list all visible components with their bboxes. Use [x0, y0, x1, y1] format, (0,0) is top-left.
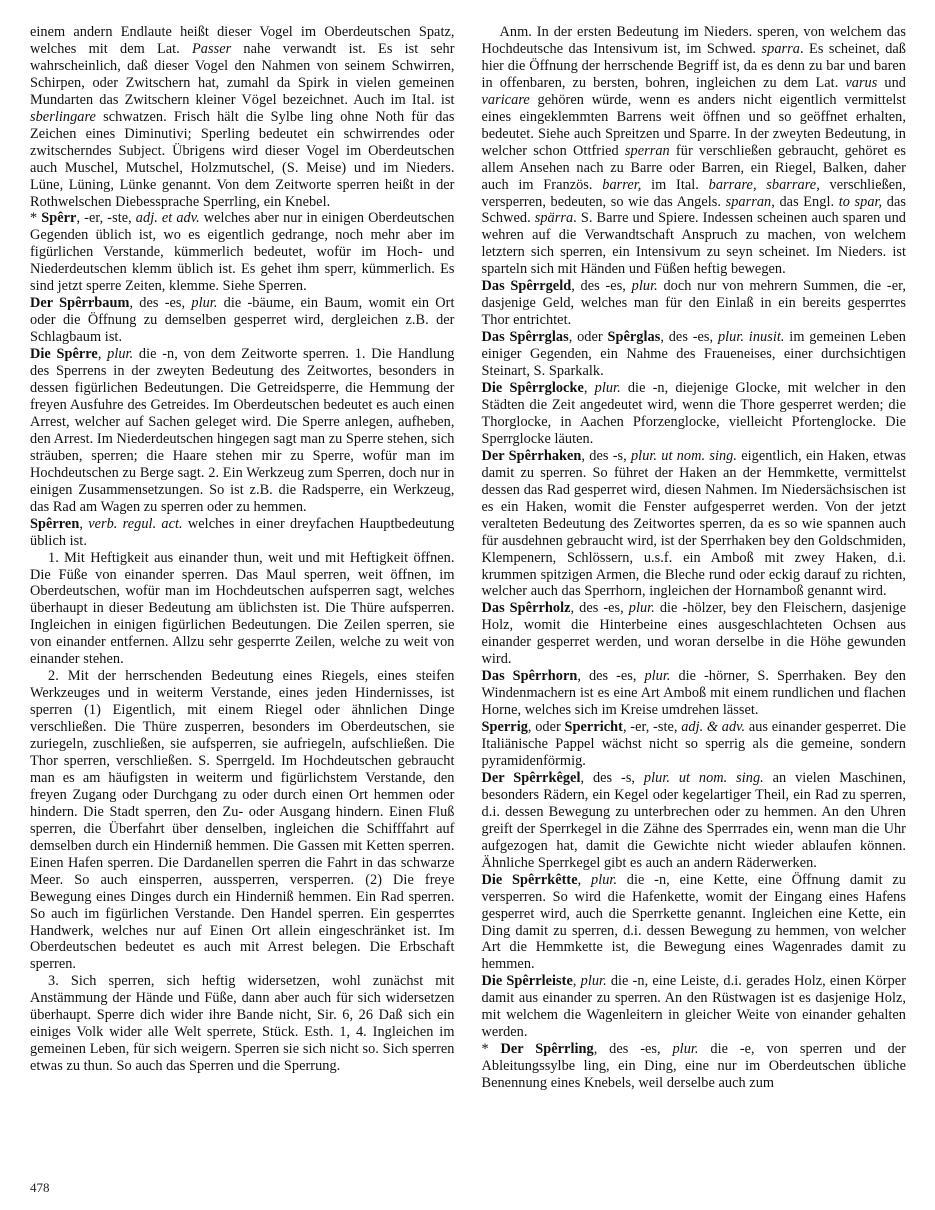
- text-run: die -n, eine Leiste, d.i. gerades Holz, einen Körper damit aus einander zu sperren. An den Rüstwagen ist es dasjenige Holz, mit welchem die Wagenleitern in gleicher Weite von einander gehalten werden.: [481, 973, 907, 1041]
- text-run: , -er, -ste,: [622, 719, 682, 736]
- italic-term: plur.: [631, 278, 658, 295]
- entry-sperrkegel: [482, 770, 907, 872]
- entry-sperrhaken: [482, 448, 907, 601]
- text-run: ,: [79, 515, 89, 532]
- italic-term: sperran: [624, 142, 670, 159]
- paragraph-sperling-continuation: [30, 24, 455, 210]
- text-run: ,: [97, 346, 108, 363]
- text-run: *: [30, 210, 42, 227]
- text-run: , des -es,: [577, 668, 645, 685]
- headword: Der Spêrrkêgel: [481, 769, 581, 786]
- italic-term: plur.: [191, 295, 218, 312]
- text-run: eigentlich, ein Haken, etwas damit zu sperren. So führet der Haken an der Hemmkette, vermittelst dessen das Rad gesperret wird, diesen Nahmen. Im Niedersächsischen ist es ein Haken, womit die Fenster aufgesperret werden. Von der jetzt veralteten Bedeutung des Zeitwortes sperren, da es so wie spannen auch für ausdehnen gebraucht wird, ist der Sperrhaken bey den Goldschmiden, Klempenern, Schlössern, u.s.f. ein Amboß mit zwey Haken, d.i. krummen spitzigen Armen, die Bleche rund oder eckig darauf zu richten, welcher auch das Sperrhorn, ingleichen der Hornamboß genannt wird.: [481, 447, 906, 600]
- entry-sperren: [30, 516, 455, 550]
- text-run: welches in einer dreyfachen Hauptbedeutung üblich ist.: [30, 515, 455, 549]
- entry-sperrholz: [482, 600, 907, 668]
- headword: Sperrig: [481, 719, 528, 736]
- text-run: , des -s,: [580, 769, 644, 786]
- italic-term: plur.: [628, 600, 655, 617]
- text-run: . S. Barre und Spiere. Indessen scheinen auch sparen und wehren auf die Verwandtschaft Anspruch zu machen, von welchem letztern sich sperren, ein Intensivum zu seyn scheinet. Im Nieders. ist sparteln sich mit Händen und Füßen heftig bewegen.: [481, 210, 907, 278]
- headword: Die Spêrre: [30, 346, 98, 363]
- italic-term: spärra: [534, 210, 574, 227]
- text-run: das Engl.: [774, 193, 839, 210]
- italic-term: varicare: [481, 91, 530, 108]
- text-run: die -n, von dem Zeitworte sperren. 1. Die Handlung des Sperrens in der zweyten Bedeutung des Zeitwortes, besonders in dessen figürlichen Bedeutungen. Die Getreidsperre, die Hemmung der freyen Ausfuhre des Getreides. Im Oberdeutschen bedeutet es auch einen Arrest, welcher auf Sachen geleget wird. Die Sperre anlegen, aufheben, den Arrest. Im Niederdeutschen hingegen sagt man zu Sperre stehen, sich sträuben, sperren; die Haare stehen mir zu Sperre, wofür man im Hochdeutschen zu Berge sagt. 2. Ein Werkzeug zum Sperren, doch nur in einigen Zusammensetzungen. So ist z.B. die Radsperre, ein Werkzeug, das Rad am Wagen zu sperren oder zu hemmen.: [30, 346, 455, 515]
- headword: Das Spêrrhorn: [481, 668, 578, 685]
- text-run: ,: [572, 973, 581, 990]
- italic-term: barrare, sbarrare,: [708, 176, 820, 193]
- entry-sperrleiste: [482, 973, 907, 1041]
- right-column: [482, 24, 907, 1092]
- text-run: , des -es,: [660, 329, 718, 346]
- text-run: einem andern Endlaute heißt dieser Vogel im Oberdeutschen Spatz, welches mit dem Lat.: [30, 24, 455, 57]
- italic-term: barrer,: [602, 176, 642, 193]
- headword: Sperricht: [564, 719, 623, 736]
- text-run: , des -es,: [570, 600, 629, 617]
- text-run: . Es scheinet, daß hier die Öffnung der herrschende Begriff ist, da es denn zu bar und baren in offenbaren, zu bersten, bohren, ingleichen zu dem Lat.: [481, 40, 906, 91]
- text-run: doch nur von mehrern Summen, die -er, dasjenige Geld, welches man für den Einlaß in ein bereits gesperrtes Thor entrichtet.: [481, 278, 906, 329]
- headword: Spêrr: [41, 210, 77, 227]
- text-run: , des -s,: [581, 447, 631, 464]
- text-run: an vielen Maschinen, besonders Rädern, ein Kegel oder kegelartiger Theil, ein Rad zu sperren, d.i. dessen Bewegung zu unterbrechen oder zu hemmen. An den Uhren greift der Sperrkegel in die Zähne des Sperrrades ein, wenn man die Uhr aufgezogen hat, damit die Gewichte nicht wieder ablaufen können. Ähnliche Sperrkegel gibt es auch an andern Räderwerken.: [481, 769, 906, 871]
- text-run: *: [481, 1041, 501, 1058]
- entry-sperrhorn: [482, 668, 907, 719]
- text-run: die -bäume, ein Baum, womit ein Ort oder die Öffnung zu demselben gesperret wird, dergleichen z.B. der Schlagbaum ist.: [30, 295, 455, 346]
- headword: Der Spêrrbaum: [30, 295, 130, 312]
- text-run: , oder: [568, 329, 608, 346]
- text-run: , des -es,: [571, 278, 632, 295]
- text-run: die -e, von sperren und der Ableitungssylbe ling, ein Ding, eine nur im Oberdeutschen übliche Benennung eines Knebels, weil derselbe auch zum: [481, 1041, 906, 1092]
- italic-term: to spar,: [838, 193, 883, 210]
- text-run: , des -es,: [593, 1041, 673, 1058]
- headword: Spêrglas: [607, 329, 661, 346]
- italic-term: sparra: [761, 40, 800, 57]
- headword: Das Spêrrgeld: [481, 278, 572, 295]
- italic-term: verb. regul. act.: [88, 515, 183, 532]
- entry-sperrig: [482, 719, 907, 770]
- text-run: gehören würde, wenn es anders nicht eigentlich vermittelst eines eingeklemmten Barrens weit öffnen und so geöffnet erhalten, bedeutet. Siehe auch Spreitzen und Sparre. In der zweyten Bedeutung, in welcher schon Ottfried: [481, 91, 906, 159]
- text-run: die -n, diejenige Glocke, mit welcher in den Städten die Zeit angedeutet wird, wenn die Thore gesperret werden; die Thorglocke, in Aachen Pforzenglocke, vielleicht Pfortenglocke. Die Sperrglocke läuten.: [481, 380, 907, 447]
- text-run: die -n, eine Kette, eine Öffnung damit zu versperren. So wird die Hafenkette, womit der Eingang eines Hafens gesperret wird, auch die Sperrkette genannt. Ingleichen eine Kette, ein Ding damit zu sperren, d.i. dessen Bewegung zu hemmen, von welcher Art die Hemmkette ist, die Bewegung eines Wagenrades damit zu hemmen.: [481, 871, 906, 973]
- left-column: [30, 24, 455, 1092]
- italic-term: plur. ut nom. sing.: [630, 447, 737, 464]
- entry-sperrgeld: [482, 278, 907, 329]
- text-run: 1. Mit Heftigkeit aus einander thun, weit und mit Heftigkeit öffnen. Die Füße von einander sperren. Das Maul sperren, weit öffnen, im Oberdeutschen, wofür man im Hochdeutschen aufsperren sagt, welches überhaupt in dieser Bedeutung am üblichsten ist. Die Thüre aufsperren. Ingleichen in einigen figürlichen Bedeutungen. Die Zeilen sperren, sie von einander entfernen. Allzu sehr gesperrte Zeilen, welche zu weit von einander stehen.: [30, 549, 455, 668]
- entry-sperr: [30, 210, 455, 295]
- italic-term: plur. inusit.: [717, 329, 785, 346]
- paragraph-sperren-1: [30, 550, 455, 669]
- entry-sperrglas: [482, 329, 907, 380]
- headword: Spêrren: [30, 515, 80, 532]
- italic-term: plur. ut nom. sing.: [643, 769, 764, 786]
- italic-term: sberlingare: [30, 108, 96, 125]
- text-run: Anm. In der ersten Bedeutung im Nieders. speren, von welchem das Hochdeutsche das Intensivum ist, im Schwed.: [481, 24, 906, 57]
- entry-sperrglocke: [482, 380, 907, 448]
- entry-sperrbaum: [30, 295, 455, 346]
- text-run: im Ital.: [641, 176, 709, 193]
- text-run: nahe verwandt ist. Es ist sehr wahrscheinlich, daß dieser Vogel den Nahmen von seinem Schwirren, Schirpen, oder Zwitschern hat, zumahl da Spirk in vielen gemeinen Mundarten das Zwitschern kleiner Vögel bezeichnet. Auch im Ital. ist: [30, 40, 455, 108]
- italic-term: plur.: [107, 346, 134, 363]
- text-run: 2. Mit der herrschenden Bedeutung eines Riegels, eines steifen Werkzeuges und in weiterm Verstande, eines jeden Hindernisses, ist sperren (1) Eigentlich, mit einem Riegel oder ähnlichen Dinge verschließen. Die Thüre zusperren, besonders im Oberdeutschen, sie zuriegeln, zuschließen, sie aufsperren, sie aufriegeln, aufschließen. Die Thor sperren, verschließen. S. Sperrgeld. Im Hochdeutschen gebraucht man es am häufigsten in weiterm und figürlichstem Verstande, den freyen Zugang oder Durchgang zu oder durch einen Ort hemmen oder hindern. Die Stadt sperren, den Zu- oder Ausgang hindern. Einen Fluß sperren, die Überfahrt über denselben, ingleichen die Schifffahrt auf demselben durch ein Hinderniß hemmen. Die Gassen mit Ketten sperren. Einen Hafen sperren. Die Dardanellen sperren die Fahrt in das schwarze Meer. So auch einsperren, aussperren, versperren. (2) Die freye Bewegung eines Dinges durch ein Hinderniß hemmen. Ein Rad sperren. So auch im figürlichen Verstande. Den Handel sperren. Ein gesperrtes Handwerk, welches nur auf Einen Ort allein eingeschränket ist. Im Oberdeutschen bedeutet es auch mit Arrest belegen. Die Erbschaft sperren.: [30, 668, 455, 973]
- headword: Die Spêrrleiste: [481, 973, 573, 990]
- text-run: und: [877, 74, 906, 91]
- text-run: , -er, -ste,: [76, 210, 136, 227]
- entry-sperrling: [482, 1041, 907, 1092]
- text-run: ,: [583, 380, 595, 397]
- page-number: 478: [30, 1180, 50, 1195]
- text-run: die -hölzer, bey den Fleischern, dasjenige Holz, womit die Hinterbeine eines ausgeschlachteten Ochsen aus einander gesperret werden, und woran derselbe in die Höhe gewunden wird.: [481, 600, 907, 668]
- italic-term: plur.: [580, 973, 607, 990]
- italic-term: varus: [845, 74, 878, 91]
- italic-term: plur.: [672, 1041, 699, 1058]
- headword: Die Spêrrglocke: [481, 380, 584, 397]
- italic-term: plur.: [644, 668, 671, 685]
- headword: Der Spêrrling: [500, 1041, 594, 1058]
- italic-term: sparran,: [725, 193, 775, 210]
- italic-term: plur.: [591, 871, 618, 888]
- paragraph-sperren-2: [30, 668, 455, 973]
- headword: Die Spêrrkêtte: [481, 871, 578, 888]
- text-run: , des -es,: [129, 295, 192, 312]
- headword: Das Spêrrholz: [481, 600, 571, 617]
- text-run: , oder: [527, 719, 565, 736]
- italic-term: adj. & adv.: [681, 719, 746, 736]
- text-run: im gemeinen Leben einiger Gegenden, ein Nahme des Fraueneises, einer durchsichtigen Steinart, S. Sparkalk.: [481, 329, 906, 380]
- text-run: ,: [577, 871, 591, 888]
- paragraph-sperren-3: [30, 973, 455, 1075]
- text-run: aus einander gesperret. Die Italiänische Pappel wächst nicht so sperrig als die gemeine, sondern pyramidenförmig.: [481, 719, 906, 769]
- text-run: für verschließen gebraucht, gehöret es allem Ansehen nach zu Barre oder Barren, ein Riegel, Balken, daher auch im Französ.: [481, 142, 906, 193]
- italic-term: Passer: [191, 40, 232, 57]
- text-run: 3. Sich sperren, sich heftig widersetzen, wohl zunächst mit Anstämmung der Hände und Füße, dann aber auch für sich widersetzen überhaupt. Sperre dich wider ihre Bande nicht, Sir. 6, 26 Daß sich ein einiges Volk wider alle Welt sperrete, Stück. Esth. 1, 4. Ingleichen im gemeinen Leben, für sich weigern. Sperren sie sich nicht so. Sich sperren etwas zu thun. So auch das Sperren und die Sperrung.: [30, 973, 455, 1075]
- text-run: verschließen, versperren, bedeuten, so wie das Angels.: [481, 176, 907, 210]
- headword: Das Spêrrglas: [481, 329, 569, 346]
- text-run: welches aber nur in einigen Oberdeutschen Gegenden üblich ist, wo es eigentlich gedrange, noch mehr aber im figürlichen Verstande, kümmerlich bedeutet, wofür im Hoch- und Niederdeutschen klemm üblich ist. Es gehet ihm sperr, kümmerlich. Es sind jetzt sperre Zeiten, klemme. Siehe Sperren.: [30, 210, 455, 295]
- headword: Der Spêrrhaken: [481, 447, 582, 464]
- text-run: das Schwed.: [481, 193, 906, 227]
- entry-sperre: [30, 346, 455, 516]
- text-run: die -hörner, S. Sperrhaken. Bey den Windenmachern ist es eine Art Amboß mit einem rundlichen und flachen Horne, welches sich im Kreise umdrehen lässet.: [481, 668, 906, 719]
- text-run: schwatzen. Frisch hält die Sylbe ling ohne Noth für das Zeichen eines Diminutivi; Sperling bedeutet ein schwirrendes oder zwitscherndes Subject. Übrigens wird dieser Vogel im Oberdeutschen auch Muschel, Mutschel, Holzmutschel, (S. Meise) und im Nieders. Lüne, Lüning, Lünke genannt. Von dem Zeitworte sperren heißt in der Rothwelschen Diebessprache Sperrling, ein Knebel.: [30, 108, 455, 210]
- entry-sperrkette: [482, 872, 907, 974]
- italic-term: adj. et adv.: [135, 210, 200, 227]
- paragraph-anmerkung: [482, 24, 907, 278]
- italic-term: plur.: [594, 380, 621, 397]
